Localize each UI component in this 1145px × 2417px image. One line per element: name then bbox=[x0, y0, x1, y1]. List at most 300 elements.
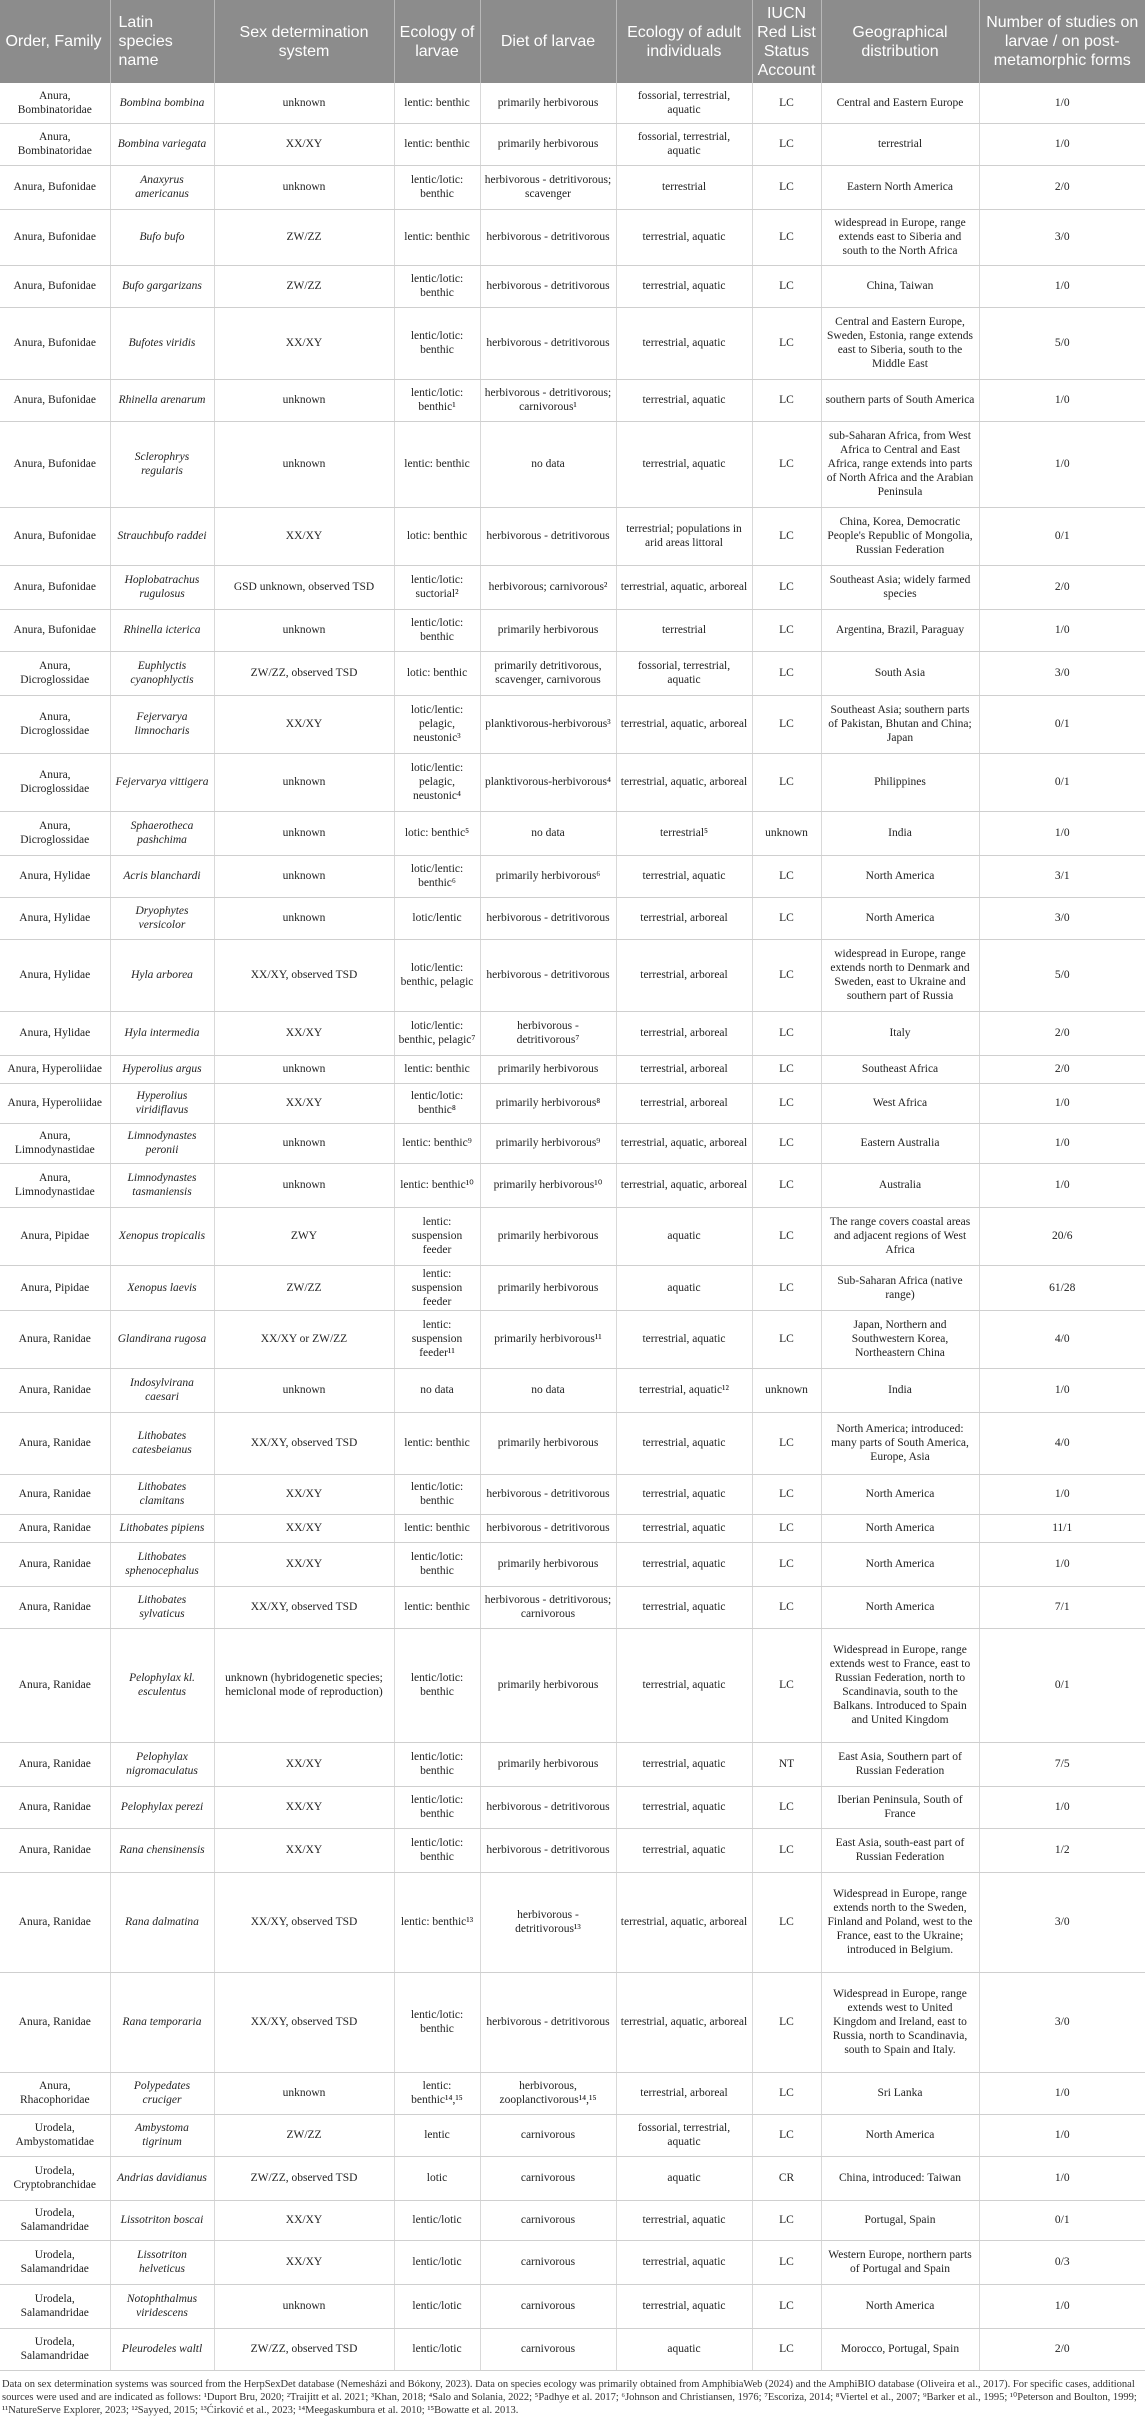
study-count-cell: 3/0 bbox=[979, 1972, 1145, 2072]
larvae-diet-cell: planktivorous-herbivorous⁴ bbox=[480, 753, 616, 811]
species-cell: Notophthalmus viridescens bbox=[110, 2284, 214, 2328]
larvae-ecology-cell: lentic/lotic: benthic bbox=[394, 165, 480, 209]
study-count-cell: 1/0 bbox=[979, 811, 1145, 855]
iucn-status-cell: LC bbox=[752, 507, 821, 565]
study-count-cell: 1/0 bbox=[979, 2114, 1145, 2156]
adult-ecology-cell: terrestrial, arboreal bbox=[616, 1083, 752, 1123]
table-row bbox=[0, 565, 1145, 609]
iucn-status-cell: LC bbox=[752, 2200, 821, 2240]
distribution-cell: North America bbox=[821, 855, 979, 897]
adult-ecology-cell: terrestrial, aquatic, arboreal bbox=[616, 1872, 752, 1972]
larvae-diet-cell: carnivorous bbox=[480, 2284, 616, 2328]
study-count-cell: 1/0 bbox=[979, 1542, 1145, 1586]
iucn-status-cell: LC bbox=[752, 1514, 821, 1542]
species-cell: Rana temporaria bbox=[110, 1972, 214, 2072]
distribution-cell: South Asia bbox=[821, 651, 979, 695]
adult-ecology-cell: terrestrial, aquatic bbox=[616, 2200, 752, 2240]
table-row bbox=[0, 421, 1145, 507]
adult-ecology-cell: aquatic bbox=[616, 2156, 752, 2200]
study-count-cell: 2/0 bbox=[979, 1011, 1145, 1055]
family-cell: Anura, Ranidae bbox=[0, 1872, 110, 1972]
iucn-status-cell: LC bbox=[752, 2072, 821, 2114]
distribution-cell: Sri Lanka bbox=[821, 2072, 979, 2114]
larvae-ecology-cell: lentic/lotic: benthic¹ bbox=[394, 379, 480, 421]
family-cell: Anura, Hyperoliidae bbox=[0, 1055, 110, 1083]
larvae-diet-cell: herbivorous - detritivorous⁷ bbox=[480, 1011, 616, 1055]
species-cell: Bufo bufo bbox=[110, 209, 214, 265]
larvae-ecology-cell: lentic: benthic bbox=[394, 1412, 480, 1474]
table-row bbox=[0, 265, 1145, 307]
distribution-cell: North America bbox=[821, 1514, 979, 1542]
iucn-status-cell: LC bbox=[752, 1786, 821, 1828]
distribution-cell: North America; introduced: many parts of South America, Europe, Asia bbox=[821, 1412, 979, 1474]
adult-ecology-cell: terrestrial, aquatic bbox=[616, 1412, 752, 1474]
distribution-cell: Italy bbox=[821, 1011, 979, 1055]
iucn-status-cell: LC bbox=[752, 123, 821, 165]
larvae-diet-cell: primarily detritivorous, scavenger, carnivorous bbox=[480, 651, 616, 695]
header-order-family: Order, Family bbox=[0, 0, 110, 83]
study-count-cell: 1/0 bbox=[979, 1368, 1145, 1412]
distribution-cell: Philippines bbox=[821, 753, 979, 811]
iucn-status-cell: LC bbox=[752, 2328, 821, 2370]
larvae-diet-cell: herbivorous - detritivorous bbox=[480, 1786, 616, 1828]
sex-determination-cell: unknown bbox=[214, 379, 394, 421]
family-cell: Anura, Ranidae bbox=[0, 1828, 110, 1872]
sex-determination-cell: XX/XY bbox=[214, 1542, 394, 1586]
adult-ecology-cell: terrestrial⁵ bbox=[616, 811, 752, 855]
larvae-diet-cell: herbivorous - detritivorous bbox=[480, 939, 616, 1011]
study-count-cell: 61/28 bbox=[979, 1265, 1145, 1310]
table-row bbox=[0, 307, 1145, 379]
larvae-ecology-cell: lentic: benthic⁹ bbox=[394, 1123, 480, 1163]
larvae-diet-cell: primarily herbivorous bbox=[480, 123, 616, 165]
sex-determination-cell: XX/XY bbox=[214, 1083, 394, 1123]
larvae-diet-cell: carnivorous bbox=[480, 2328, 616, 2370]
sex-determination-cell: ZW/ZZ, observed TSD bbox=[214, 651, 394, 695]
distribution-cell: China, Korea, Democratic People's Republic of Mongolia, Russian Federation bbox=[821, 507, 979, 565]
adult-ecology-cell: terrestrial, aquatic bbox=[616, 1628, 752, 1742]
study-count-cell: 2/0 bbox=[979, 2328, 1145, 2370]
larvae-ecology-cell: lentic: benthic¹⁴,¹⁵ bbox=[394, 2072, 480, 2114]
family-cell: Urodela, Salamandridae bbox=[0, 2284, 110, 2328]
species-cell: Hyla intermedia bbox=[110, 1011, 214, 1055]
distribution-cell: Widespread in Europe, range extends west to France, east to Russian Federation, north to Scandinavia, south to the Balkans. Introduced to Spain and United Kingdom bbox=[821, 1628, 979, 1742]
table-row bbox=[0, 2156, 1145, 2200]
family-cell: Anura, Bufonidae bbox=[0, 609, 110, 651]
distribution-cell: widespread in Europe, range extends north to Denmark and Sweden, east to Ukraine and southern part of Russia bbox=[821, 939, 979, 1011]
study-count-cell: 3/0 bbox=[979, 651, 1145, 695]
family-cell: Anura, Dicroglossidae bbox=[0, 811, 110, 855]
iucn-status-cell: LC bbox=[752, 939, 821, 1011]
iucn-status-cell: LC bbox=[752, 695, 821, 753]
larvae-diet-cell: no data bbox=[480, 421, 616, 507]
adult-ecology-cell: terrestrial, aquatic bbox=[616, 421, 752, 507]
iucn-status-cell: LC bbox=[752, 1628, 821, 1742]
adult-ecology-cell: terrestrial, aquatic bbox=[616, 1786, 752, 1828]
study-count-cell: 2/0 bbox=[979, 165, 1145, 209]
family-cell: Anura, Bufonidae bbox=[0, 307, 110, 379]
distribution-cell: India bbox=[821, 811, 979, 855]
sex-determination-cell: XX/XY bbox=[214, 1474, 394, 1514]
larvae-diet-cell: carnivorous bbox=[480, 2156, 616, 2200]
species-cell: Lissotriton helveticus bbox=[110, 2240, 214, 2284]
study-count-cell: 1/0 bbox=[979, 1083, 1145, 1123]
sex-determination-cell: XX/XY, observed TSD bbox=[214, 1972, 394, 2072]
iucn-status-cell: LC bbox=[752, 1474, 821, 1514]
family-cell: Anura, Ranidae bbox=[0, 1628, 110, 1742]
adult-ecology-cell: fossorial, terrestrial, aquatic bbox=[616, 83, 752, 123]
iucn-status-cell: LC bbox=[752, 565, 821, 609]
family-cell: Anura, Ranidae bbox=[0, 1542, 110, 1586]
larvae-ecology-cell: lotic/lentic: benthic, pelagic bbox=[394, 939, 480, 1011]
iucn-status-cell: LC bbox=[752, 1123, 821, 1163]
table-row bbox=[0, 1310, 1145, 1368]
header-iucn-status: IUCN Red List Status Account bbox=[752, 0, 821, 83]
table-row bbox=[0, 2200, 1145, 2240]
species-cell: Bufo gargarizans bbox=[110, 265, 214, 307]
species-cell: Indosylvirana caesari bbox=[110, 1368, 214, 1412]
distribution-cell: Portugal, Spain bbox=[821, 2200, 979, 2240]
sex-determination-cell: unknown bbox=[214, 609, 394, 651]
larvae-diet-cell: carnivorous bbox=[480, 2200, 616, 2240]
iucn-status-cell: LC bbox=[752, 421, 821, 507]
distribution-cell: southern parts of South America bbox=[821, 379, 979, 421]
adult-ecology-cell: terrestrial, aquatic bbox=[616, 1542, 752, 1586]
larvae-diet-cell: primarily herbivorous⁹ bbox=[480, 1123, 616, 1163]
distribution-cell: Central and Eastern Europe, Sweden, Estonia, range extends east to Siberia, south to the Middle East bbox=[821, 307, 979, 379]
study-count-cell: 7/5 bbox=[979, 1742, 1145, 1786]
study-count-cell: 0/1 bbox=[979, 507, 1145, 565]
study-count-cell: 4/0 bbox=[979, 1310, 1145, 1368]
sex-determination-cell: XX/XY or ZW/ZZ bbox=[214, 1310, 394, 1368]
larvae-diet-cell: no data bbox=[480, 811, 616, 855]
larvae-diet-cell: primarily herbivorous bbox=[480, 1265, 616, 1310]
species-cell: Euphlyctis cyanophlyctis bbox=[110, 651, 214, 695]
species-cell: Pleurodeles waltl bbox=[110, 2328, 214, 2370]
iucn-status-cell: LC bbox=[752, 1310, 821, 1368]
study-count-cell: 0/1 bbox=[979, 1628, 1145, 1742]
table-row bbox=[0, 83, 1145, 123]
larvae-ecology-cell: lentic/lotic: benthic bbox=[394, 1828, 480, 1872]
sex-determination-cell: ZW/ZZ, observed TSD bbox=[214, 2156, 394, 2200]
iucn-status-cell: LC bbox=[752, 83, 821, 123]
larvae-ecology-cell: lentic: benthic¹⁰ bbox=[394, 1163, 480, 1207]
larvae-ecology-cell: no data bbox=[394, 1368, 480, 1412]
table-row bbox=[0, 1083, 1145, 1123]
family-cell: Anura, Bombinatoridae bbox=[0, 83, 110, 123]
distribution-cell: Iberian Peninsula, South of France bbox=[821, 1786, 979, 1828]
family-cell: Anura, Ranidae bbox=[0, 1368, 110, 1412]
family-cell: Anura, Limnodynastidae bbox=[0, 1123, 110, 1163]
family-cell: Anura, Hylidae bbox=[0, 897, 110, 939]
larvae-ecology-cell: lentic/lotic: benthic⁸ bbox=[394, 1083, 480, 1123]
larvae-ecology-cell: lentic/lotic bbox=[394, 2284, 480, 2328]
study-count-cell: 0/1 bbox=[979, 753, 1145, 811]
larvae-diet-cell: herbivorous - detritivorous bbox=[480, 1514, 616, 1542]
larvae-ecology-cell: lotic: benthic bbox=[394, 507, 480, 565]
adult-ecology-cell: terrestrial, aquatic bbox=[616, 2240, 752, 2284]
header-adult-ecology: Ecology of adult individuals bbox=[616, 0, 752, 83]
larvae-diet-cell: primarily herbivorous bbox=[480, 83, 616, 123]
iucn-status-cell: LC bbox=[752, 1055, 821, 1083]
sex-determination-cell: XX/XY, observed TSD bbox=[214, 1412, 394, 1474]
sex-determination-cell: unknown bbox=[214, 1163, 394, 1207]
species-cell: Fejervarya limnocharis bbox=[110, 695, 214, 753]
distribution-cell: Morocco, Portugal, Spain bbox=[821, 2328, 979, 2370]
distribution-cell: Japan, Northern and Southwestern Korea, Northeastern China bbox=[821, 1310, 979, 1368]
larvae-ecology-cell: lentic: benthic bbox=[394, 1514, 480, 1542]
adult-ecology-cell: terrestrial, aquatic bbox=[616, 855, 752, 897]
header-row bbox=[0, 0, 1145, 83]
species-cell: Sclerophrys regularis bbox=[110, 421, 214, 507]
sex-determination-cell: unknown bbox=[214, 811, 394, 855]
species-cell: Anaxyrus americanus bbox=[110, 165, 214, 209]
adult-ecology-cell: terrestrial, aquatic bbox=[616, 1828, 752, 1872]
distribution-cell: Eastern Australia bbox=[821, 1123, 979, 1163]
larvae-ecology-cell: lentic bbox=[394, 2114, 480, 2156]
iucn-status-cell: LC bbox=[752, 165, 821, 209]
table-row bbox=[0, 2328, 1145, 2370]
iucn-status-cell: LC bbox=[752, 2240, 821, 2284]
adult-ecology-cell: terrestrial, arboreal bbox=[616, 1055, 752, 1083]
sex-determination-cell: ZW/ZZ bbox=[214, 2114, 394, 2156]
species-cell: Bombina bombina bbox=[110, 83, 214, 123]
species-cell: Limnodynastes tasmaniensis bbox=[110, 1163, 214, 1207]
larvae-ecology-cell: lotic: benthic bbox=[394, 651, 480, 695]
distribution-cell: Widespread in Europe, range extends west to United Kingdom and Ireland, east to Russia, north to Scandinavia, south to Spain and Italy. bbox=[821, 1972, 979, 2072]
study-count-cell: 20/6 bbox=[979, 1207, 1145, 1265]
distribution-cell: The range covers coastal areas and adjacent regions of West Africa bbox=[821, 1207, 979, 1265]
iucn-status-cell: LC bbox=[752, 897, 821, 939]
table-row bbox=[0, 507, 1145, 565]
family-cell: Anura, Hylidae bbox=[0, 1011, 110, 1055]
larvae-diet-cell: primarily herbivorous bbox=[480, 1207, 616, 1265]
family-cell: Anura, Bufonidae bbox=[0, 265, 110, 307]
family-cell: Anura, Bombinatoridae bbox=[0, 123, 110, 165]
family-cell: Anura, Rhacophoridae bbox=[0, 2072, 110, 2114]
family-cell: Anura, Ranidae bbox=[0, 1786, 110, 1828]
sex-determination-cell: unknown bbox=[214, 753, 394, 811]
sex-determination-cell: unknown bbox=[214, 1123, 394, 1163]
distribution-cell: North America bbox=[821, 2284, 979, 2328]
table-row bbox=[0, 1265, 1145, 1310]
table-row bbox=[0, 2072, 1145, 2114]
species-cell: Rhinella icterica bbox=[110, 609, 214, 651]
family-cell: Anura, Ranidae bbox=[0, 1742, 110, 1786]
iucn-status-cell: LC bbox=[752, 1083, 821, 1123]
distribution-cell: East Asia, Southern part of Russian Federation bbox=[821, 1742, 979, 1786]
study-count-cell: 0/1 bbox=[979, 695, 1145, 753]
study-count-cell: 0/1 bbox=[979, 2200, 1145, 2240]
distribution-cell: widespread in Europe, range extends east to Siberia and south to the North Africa bbox=[821, 209, 979, 265]
iucn-status-cell: LC bbox=[752, 1872, 821, 1972]
family-cell: Urodela, Salamandridae bbox=[0, 2240, 110, 2284]
family-cell: Anura, Pipidae bbox=[0, 1207, 110, 1265]
larvae-ecology-cell: lentic/lotic: benthic bbox=[394, 609, 480, 651]
sex-determination-cell: XX/XY bbox=[214, 1828, 394, 1872]
table-row bbox=[0, 1786, 1145, 1828]
adult-ecology-cell: terrestrial, arboreal bbox=[616, 2072, 752, 2114]
species-cell: Acris blanchardi bbox=[110, 855, 214, 897]
adult-ecology-cell: aquatic bbox=[616, 1265, 752, 1310]
distribution-cell: Central and Eastern Europe bbox=[821, 83, 979, 123]
iucn-status-cell: LC bbox=[752, 1412, 821, 1474]
distribution-cell: Southeast Asia; southern parts of Pakistan, Bhutan and China; Japan bbox=[821, 695, 979, 753]
larvae-diet-cell: herbivorous, zooplanctivorous¹⁴,¹⁵ bbox=[480, 2072, 616, 2114]
adult-ecology-cell: terrestrial, arboreal bbox=[616, 1011, 752, 1055]
larvae-diet-cell: primarily herbivorous⁸ bbox=[480, 1083, 616, 1123]
sex-determination-cell: XX/XY bbox=[214, 1514, 394, 1542]
adult-ecology-cell: terrestrial, arboreal bbox=[616, 939, 752, 1011]
header-distribution: Geographical distribution bbox=[821, 0, 979, 83]
larvae-ecology-cell: lentic: benthic bbox=[394, 123, 480, 165]
distribution-cell: East Asia, south-east part of Russian Federation bbox=[821, 1828, 979, 1872]
study-count-cell: 1/0 bbox=[979, 2072, 1145, 2114]
study-count-cell: 7/1 bbox=[979, 1586, 1145, 1628]
adult-ecology-cell: aquatic bbox=[616, 1207, 752, 1265]
larvae-ecology-cell: lentic: benthic bbox=[394, 1055, 480, 1083]
larvae-ecology-cell: lentic: suspension feeder bbox=[394, 1207, 480, 1265]
table-row bbox=[0, 695, 1145, 753]
iucn-status-cell: LC bbox=[752, 609, 821, 651]
larvae-diet-cell: primarily herbivorous¹¹ bbox=[480, 1310, 616, 1368]
adult-ecology-cell: terrestrial, aquatic, arboreal bbox=[616, 565, 752, 609]
larvae-ecology-cell: lentic: benthic bbox=[394, 1586, 480, 1628]
sex-determination-cell: XX/XY, observed TSD bbox=[214, 1586, 394, 1628]
family-cell: Anura, Limnodynastidae bbox=[0, 1163, 110, 1207]
larvae-ecology-cell: lentic/lotic: benthic bbox=[394, 1742, 480, 1786]
iucn-status-cell: LC bbox=[752, 2284, 821, 2328]
table-row bbox=[0, 1542, 1145, 1586]
table-row bbox=[0, 123, 1145, 165]
study-count-cell: 2/0 bbox=[979, 565, 1145, 609]
sex-determination-cell: unknown bbox=[214, 165, 394, 209]
distribution-cell: Argentina, Brazil, Paraguay bbox=[821, 609, 979, 651]
distribution-cell: Southeast Africa bbox=[821, 1055, 979, 1083]
species-cell: Lithobates clamitans bbox=[110, 1474, 214, 1514]
larvae-ecology-cell: lentic/lotic: benthic bbox=[394, 1542, 480, 1586]
family-cell: Anura, Ranidae bbox=[0, 1310, 110, 1368]
table-row bbox=[0, 1972, 1145, 2072]
adult-ecology-cell: terrestrial, aquatic bbox=[616, 379, 752, 421]
adult-ecology-cell: terrestrial, aquatic bbox=[616, 1742, 752, 1786]
table-row bbox=[0, 609, 1145, 651]
sex-determination-cell: XX/XY bbox=[214, 507, 394, 565]
larvae-ecology-cell: lentic: suspension feeder¹¹ bbox=[394, 1310, 480, 1368]
iucn-status-cell: LC bbox=[752, 1972, 821, 2072]
larvae-ecology-cell: lentic/lotic: benthic bbox=[394, 1786, 480, 1828]
table-row bbox=[0, 209, 1145, 265]
table-row bbox=[0, 1011, 1145, 1055]
larvae-diet-cell: herbivorous - detritivorous; carnivorous bbox=[480, 1586, 616, 1628]
distribution-cell: North America bbox=[821, 2114, 979, 2156]
sex-determination-cell: ZW/ZZ, observed TSD bbox=[214, 2328, 394, 2370]
table-body bbox=[0, 83, 1145, 2370]
iucn-status-cell: NT bbox=[752, 1742, 821, 1786]
distribution-cell: North America bbox=[821, 1586, 979, 1628]
species-cell: Dryophytes versicolor bbox=[110, 897, 214, 939]
species-cell: Xenopus tropicalis bbox=[110, 1207, 214, 1265]
sex-determination-cell: unknown bbox=[214, 2284, 394, 2328]
study-count-cell: 1/0 bbox=[979, 265, 1145, 307]
larvae-ecology-cell: lentic/lotic: benthic bbox=[394, 1628, 480, 1742]
sex-determination-cell: XX/XY bbox=[214, 695, 394, 753]
species-cell: Lissotriton boscai bbox=[110, 2200, 214, 2240]
larvae-diet-cell: primarily herbivorous⁶ bbox=[480, 855, 616, 897]
family-cell: Anura, Bufonidae bbox=[0, 165, 110, 209]
distribution-cell: North America bbox=[821, 1542, 979, 1586]
larvae-ecology-cell: lentic/lotic: benthic bbox=[394, 1972, 480, 2072]
adult-ecology-cell: aquatic bbox=[616, 2328, 752, 2370]
family-cell: Anura, Ranidae bbox=[0, 1514, 110, 1542]
species-cell: Pelophylax kl. esculentus bbox=[110, 1628, 214, 1742]
table-row bbox=[0, 897, 1145, 939]
distribution-cell: Australia bbox=[821, 1163, 979, 1207]
study-count-cell: 1/0 bbox=[979, 1474, 1145, 1514]
distribution-cell: Widespread in Europe, range extends north to the Sweden, Finland and Poland, west to the France, east to the Ukraine; introduced in Belgium. bbox=[821, 1872, 979, 1972]
family-cell: Urodela, Cryptobranchidae bbox=[0, 2156, 110, 2200]
family-cell: Anura, Ranidae bbox=[0, 1412, 110, 1474]
study-count-cell: 2/0 bbox=[979, 1055, 1145, 1083]
larvae-diet-cell: planktivorous-herbivorous³ bbox=[480, 695, 616, 753]
family-cell: Anura, Ranidae bbox=[0, 1474, 110, 1514]
family-cell: Urodela, Ambystomatidae bbox=[0, 2114, 110, 2156]
sex-determination-cell: unknown bbox=[214, 897, 394, 939]
study-count-cell: 1/0 bbox=[979, 83, 1145, 123]
family-cell: Anura, Pipidae bbox=[0, 1265, 110, 1310]
distribution-cell: Southeast Asia; widely farmed species bbox=[821, 565, 979, 609]
larvae-diet-cell: primarily herbivorous¹⁰ bbox=[480, 1163, 616, 1207]
larvae-ecology-cell: lotic/lentic: pelagic, neustonic³ bbox=[394, 695, 480, 753]
adult-ecology-cell: terrestrial, aquatic bbox=[616, 209, 752, 265]
iucn-status-cell: CR bbox=[752, 2156, 821, 2200]
adult-ecology-cell: terrestrial, aquatic, arboreal bbox=[616, 1972, 752, 2072]
study-count-cell: 1/0 bbox=[979, 609, 1145, 651]
sex-determination-cell: unknown bbox=[214, 1368, 394, 1412]
larvae-diet-cell: primarily herbivorous bbox=[480, 609, 616, 651]
study-count-cell: 4/0 bbox=[979, 1412, 1145, 1474]
larvae-ecology-cell: lentic/lotic: benthic bbox=[394, 307, 480, 379]
iucn-status-cell: unknown bbox=[752, 811, 821, 855]
larvae-ecology-cell: lentic: suspension feeder bbox=[394, 1265, 480, 1310]
study-count-cell: 1/0 bbox=[979, 1163, 1145, 1207]
species-cell: Andrias davidianus bbox=[110, 2156, 214, 2200]
species-cell: Hoplobatrachus rugulosus bbox=[110, 565, 214, 609]
study-count-cell: 1/2 bbox=[979, 1828, 1145, 1872]
larvae-ecology-cell: lentic: benthic¹³ bbox=[394, 1872, 480, 1972]
table-row bbox=[0, 2240, 1145, 2284]
larvae-diet-cell: herbivorous; carnivorous² bbox=[480, 565, 616, 609]
larvae-diet-cell: herbivorous - detritivorous bbox=[480, 1828, 616, 1872]
species-cell: Pelophylax nigromaculatus bbox=[110, 1742, 214, 1786]
adult-ecology-cell: terrestrial, aquatic, arboreal bbox=[616, 1123, 752, 1163]
sex-determination-cell: XX/XY bbox=[214, 1742, 394, 1786]
iucn-status-cell: LC bbox=[752, 651, 821, 695]
sex-determination-cell: XX/XY, observed TSD bbox=[214, 939, 394, 1011]
sex-determination-cell: unknown bbox=[214, 1055, 394, 1083]
sex-determination-cell: ZW/ZZ bbox=[214, 265, 394, 307]
larvae-diet-cell: herbivorous - detritivorous bbox=[480, 209, 616, 265]
table-row bbox=[0, 1514, 1145, 1542]
species-cell: Polypedates cruciger bbox=[110, 2072, 214, 2114]
species-cell: Hyperolius argus bbox=[110, 1055, 214, 1083]
sex-determination-cell: GSD unknown, observed TSD bbox=[214, 565, 394, 609]
species-cell: Pelophylax perezi bbox=[110, 1786, 214, 1828]
study-count-cell: 1/0 bbox=[979, 123, 1145, 165]
adult-ecology-cell: terrestrial bbox=[616, 165, 752, 209]
sex-determination-cell: unknown bbox=[214, 2072, 394, 2114]
species-cell: Limnodynastes peronii bbox=[110, 1123, 214, 1163]
